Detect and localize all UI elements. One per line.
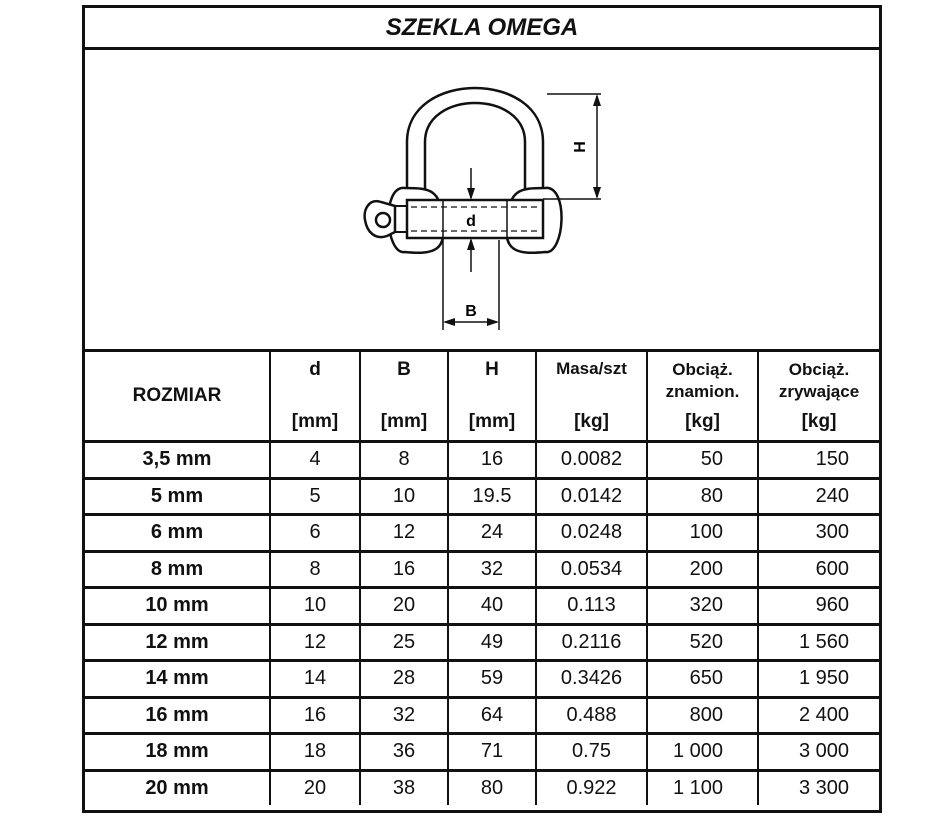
cell-d: 10 [270, 588, 360, 625]
cell-mass: 0.75 [536, 734, 647, 771]
table-header-row [85, 352, 879, 442]
cell-b: 8 [360, 442, 448, 479]
cell-breaking-load: 300 [758, 515, 879, 552]
cell-mass: 0.0248 [536, 515, 647, 552]
cell-d: 6 [270, 515, 360, 552]
cell-size: 10 mm [85, 588, 270, 625]
cell-rated-load: 80 [647, 478, 758, 515]
cell-size: 5 mm [85, 478, 270, 515]
shackle-bow-inner [425, 103, 525, 200]
col-header-b: B [mm] [360, 352, 448, 442]
cell-h: 49 [448, 624, 536, 661]
cell-breaking-load: 3 000 [758, 734, 879, 771]
label-h: H [572, 141, 589, 153]
table-row [85, 551, 879, 588]
cell-rated-load: 1 100 [647, 770, 758, 805]
cell-h: 40 [448, 588, 536, 625]
cell-b: 25 [360, 624, 448, 661]
cell-size: 8 mm [85, 551, 270, 588]
dimensions-table [85, 352, 879, 805]
shackle-drawing [85, 50, 879, 349]
cell-b: 32 [360, 697, 448, 734]
cell-b: 20 [360, 588, 448, 625]
spec-sheet [82, 5, 882, 813]
col-header-h: H [mm] [448, 352, 536, 442]
cell-h: 71 [448, 734, 536, 771]
cell-h: 80 [448, 770, 536, 805]
cell-mass: 0.0142 [536, 478, 647, 515]
col-header-breaking-load: Obciąż. zrywające [kg] [758, 352, 879, 442]
table-row [85, 442, 879, 479]
cell-h: 32 [448, 551, 536, 588]
cell-size: 20 mm [85, 770, 270, 805]
cell-breaking-load: 1 560 [758, 624, 879, 661]
cell-d: 12 [270, 624, 360, 661]
cell-d: 20 [270, 770, 360, 805]
shackle-diagram [85, 50, 879, 352]
cell-mass: 0.2116 [536, 624, 647, 661]
label-d: d [466, 213, 476, 230]
cell-breaking-load: 1 950 [758, 661, 879, 698]
cell-b: 16 [360, 551, 448, 588]
cell-b: 38 [360, 770, 448, 805]
col-header-size: ROZMIAR [85, 352, 270, 442]
cell-breaking-load: 150 [758, 442, 879, 479]
table-row [85, 734, 879, 771]
cell-breaking-load: 3 300 [758, 770, 879, 805]
table-row [85, 697, 879, 734]
cell-d: 8 [270, 551, 360, 588]
cell-mass: 0.922 [536, 770, 647, 805]
shackle-bow-outer [407, 88, 543, 200]
cell-h: 59 [448, 661, 536, 698]
cell-size: 3,5 mm [85, 442, 270, 479]
table-row [85, 624, 879, 661]
cell-d: 16 [270, 697, 360, 734]
cell-h: 19.5 [448, 478, 536, 515]
cell-h: 16 [448, 442, 536, 479]
col-header-rated-load: Obciąż. znamion. [kg] [647, 352, 758, 442]
cell-size: 16 mm [85, 697, 270, 734]
cell-mass: 0.0082 [536, 442, 647, 479]
cell-breaking-load: 600 [758, 551, 879, 588]
table-row [85, 478, 879, 515]
cell-rated-load: 50 [647, 442, 758, 479]
cell-rated-load: 100 [647, 515, 758, 552]
cell-breaking-load: 2 400 [758, 697, 879, 734]
cell-breaking-load: 960 [758, 588, 879, 625]
col-header-mass: Masa/szt [kg] [536, 352, 647, 442]
cell-size: 6 mm [85, 515, 270, 552]
cell-rated-load: 1 000 [647, 734, 758, 771]
cell-b: 10 [360, 478, 448, 515]
cell-rated-load: 650 [647, 661, 758, 698]
cell-rated-load: 200 [647, 551, 758, 588]
cell-mass: 0.0534 [536, 551, 647, 588]
cell-d: 18 [270, 734, 360, 771]
cell-mass: 0.488 [536, 697, 647, 734]
cell-b: 28 [360, 661, 448, 698]
cell-d: 5 [270, 478, 360, 515]
cell-d: 4 [270, 442, 360, 479]
table-row [85, 588, 879, 625]
cell-breaking-load: 240 [758, 478, 879, 515]
table-row [85, 515, 879, 552]
table-row [85, 661, 879, 698]
cell-rated-load: 320 [647, 588, 758, 625]
cell-b: 12 [360, 515, 448, 552]
cell-d: 14 [270, 661, 360, 698]
col-header-d: d [mm] [270, 352, 360, 442]
cell-h: 24 [448, 515, 536, 552]
cell-rated-load: 520 [647, 624, 758, 661]
cell-mass: 0.3426 [536, 661, 647, 698]
cell-b: 36 [360, 734, 448, 771]
table-row [85, 770, 879, 805]
sheet-title: SZEKLA OMEGA [85, 8, 879, 50]
cell-h: 64 [448, 697, 536, 734]
label-b: B [465, 303, 477, 320]
cell-size: 18 mm [85, 734, 270, 771]
cell-size: 12 mm [85, 624, 270, 661]
cell-mass: 0.113 [536, 588, 647, 625]
cell-size: 14 mm [85, 661, 270, 698]
cell-rated-load: 800 [647, 697, 758, 734]
